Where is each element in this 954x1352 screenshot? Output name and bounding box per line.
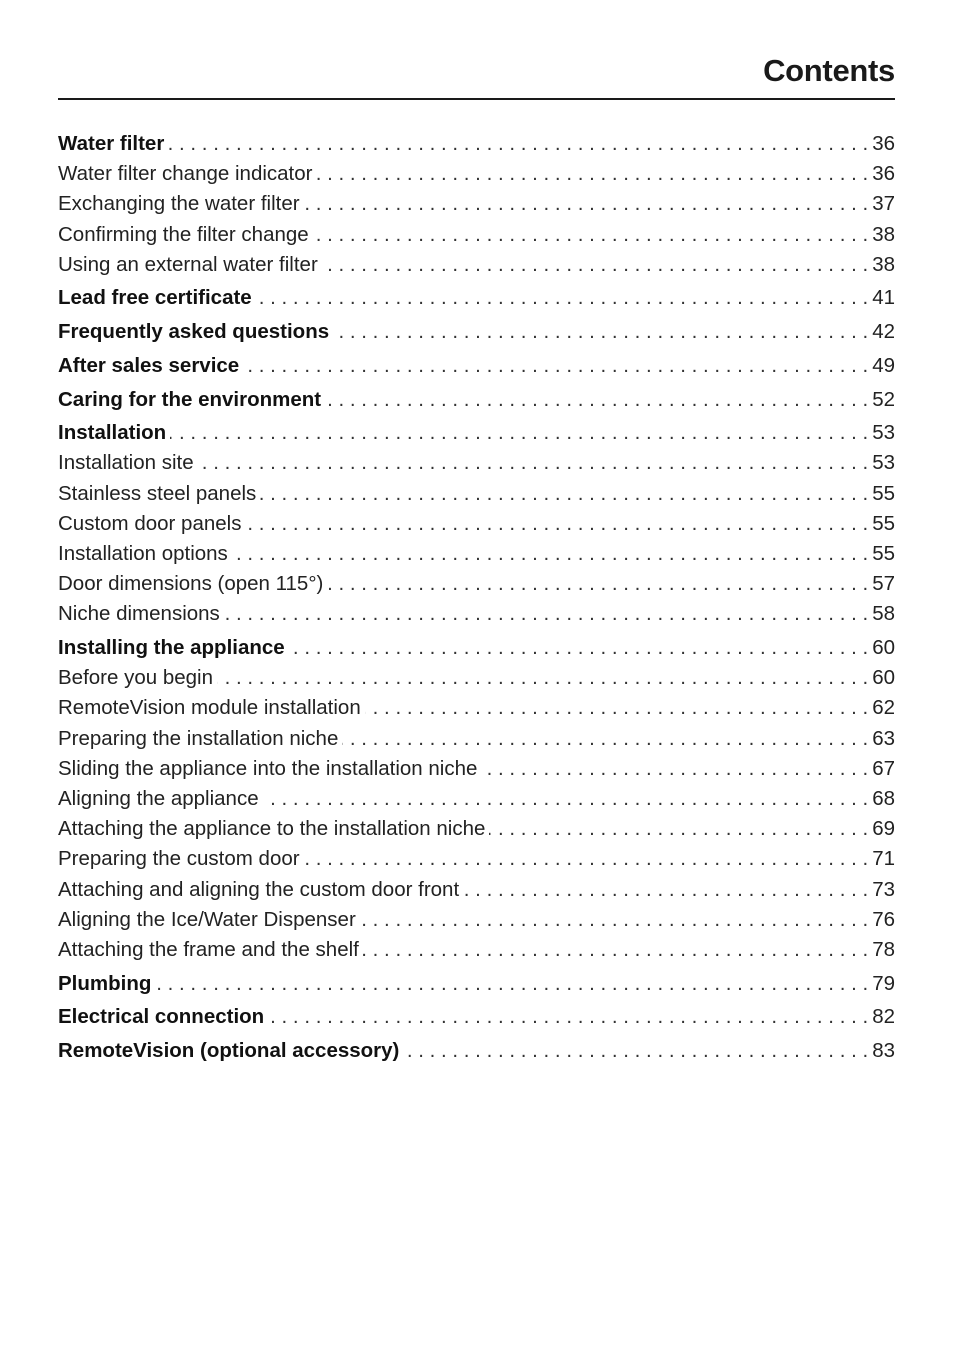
toc-entry[interactable] — [58, 189, 895, 219]
toc-page-number: 68 — [872, 786, 895, 810]
toc-entry-label: Aligning the Ice/Water Dispenser — [58, 907, 356, 931]
toc-page-number: 41 — [872, 286, 895, 310]
toc-dot-leader — [245, 509, 868, 539]
toc-dot-leader — [198, 448, 869, 478]
toc-dot-leader — [268, 1002, 868, 1032]
toc-dot-leader — [403, 1036, 868, 1066]
toc-page-number: 82 — [872, 1005, 895, 1029]
toc-dot-leader — [365, 693, 868, 723]
toc-entry[interactable] — [58, 905, 895, 935]
toc-entry[interactable] — [58, 724, 895, 754]
toc-page-number: 53 — [872, 451, 895, 475]
toc-entry-label: Sliding the appliance into the installation niche — [58, 756, 478, 780]
toc-entry[interactable] — [58, 351, 895, 381]
toc-dot-leader — [304, 189, 869, 219]
toc-entry[interactable] — [58, 317, 895, 347]
toc-entry-label: Frequently asked questions — [58, 320, 330, 344]
toc-page-number: 60 — [872, 636, 895, 659]
page-title: Contents — [763, 53, 895, 88]
toc-page-number: 67 — [872, 756, 895, 780]
toc-entry[interactable] — [58, 784, 895, 814]
toc-page-number: 55 — [872, 481, 895, 505]
toc-entry-label: Water filter change indicator — [58, 162, 313, 186]
toc-page-number: 36 — [872, 162, 895, 186]
toc-entry-label: Electrical connection — [58, 1005, 265, 1029]
toc-entry-label: Before you begin — [58, 666, 214, 690]
toc-entry-label: Installation options — [58, 541, 228, 565]
toc-entry[interactable] — [58, 844, 895, 874]
toc-entry-label: Lead free certificate — [58, 286, 252, 310]
toc-entry-label: Attaching and aligning the custom door front — [58, 877, 460, 901]
toc-entry[interactable] — [58, 418, 895, 448]
toc-dot-leader — [463, 875, 868, 905]
toc-dot-leader — [217, 663, 868, 693]
toc-dot-leader — [243, 351, 868, 381]
toc-entry-label: Custom door panels — [58, 511, 242, 535]
toc-page-number: 36 — [872, 132, 895, 155]
toc-page-number: 60 — [872, 666, 895, 690]
toc-dot-leader — [489, 814, 868, 844]
toc-entry[interactable] — [58, 220, 895, 250]
toc-dot-leader — [304, 844, 869, 874]
toc-dot-leader — [333, 317, 868, 347]
toc-entry-label: RemoteVision module installation — [58, 696, 361, 720]
toc-dot-leader — [325, 385, 868, 415]
toc-page-number: 49 — [872, 353, 895, 377]
toc-page-number: 63 — [872, 726, 895, 750]
toc-entry[interactable] — [58, 814, 895, 844]
toc-dot-leader — [155, 969, 868, 999]
toc-dot-leader — [342, 724, 868, 754]
toc-page-number: 76 — [872, 907, 895, 931]
toc-entry[interactable] — [58, 754, 895, 784]
toc-entry[interactable] — [58, 539, 895, 569]
toc-entry[interactable] — [58, 448, 895, 478]
toc-entry-label: After sales service — [58, 353, 240, 377]
toc-entry-label: Stainless steel panels — [58, 481, 257, 505]
toc-entry[interactable] — [58, 599, 895, 629]
toc-entry-label: Plumbing — [58, 971, 152, 995]
toc-dot-leader — [260, 479, 868, 509]
toc-page-number: 52 — [872, 387, 895, 411]
toc-page-number: 71 — [872, 847, 895, 871]
toc-entry-label: Caring for the environment — [58, 387, 322, 411]
toc-entry-label: Preparing the custom door — [58, 847, 300, 871]
toc-page-number: 42 — [872, 320, 895, 344]
toc-page-number: 55 — [872, 511, 895, 535]
toc-entry-label: Aligning the appliance — [58, 786, 259, 810]
toc-page-number: 37 — [872, 192, 895, 216]
toc-entry-label: Installation site — [58, 451, 194, 475]
toc-dot-leader — [322, 250, 868, 280]
toc-entry-label: Niche dimensions — [58, 602, 220, 626]
toc-entry-label: Installation — [58, 421, 167, 445]
toc-entry-label: Attaching the appliance to the installation niche — [58, 817, 486, 841]
toc-page-number: 62 — [872, 696, 895, 720]
toc-entry[interactable] — [58, 509, 895, 539]
toc-page-number: 53 — [872, 421, 895, 445]
toc-dot-leader — [224, 599, 868, 629]
toc-entry-label: Water filter — [58, 132, 165, 155]
toc-entry-label: Using an external water filter — [58, 252, 318, 276]
toc-entry-label: Attaching the frame and the shelf — [58, 937, 359, 961]
toc-entry-label: Confirming the filter change — [58, 222, 309, 246]
toc-page-number: 58 — [872, 602, 895, 626]
toc-dot-leader — [263, 784, 869, 814]
title-rule — [58, 98, 895, 100]
toc-entry[interactable] — [58, 663, 895, 693]
toc-page-number: 57 — [872, 572, 895, 596]
toc-entry[interactable] — [58, 283, 895, 313]
toc-dot-leader — [363, 935, 868, 965]
toc-dot-leader — [313, 220, 869, 250]
toc-page-number: 38 — [872, 222, 895, 246]
toc-page-number: 83 — [872, 1038, 895, 1062]
toc-entry[interactable] — [58, 1002, 895, 1032]
toc-entry[interactable] — [58, 479, 895, 509]
toc-entry-label: RemoteVision (optional accessory) — [58, 1038, 400, 1062]
toc-dot-leader — [327, 569, 868, 599]
toc-entry[interactable] — [58, 935, 895, 965]
toc-page-number: 55 — [872, 541, 895, 565]
toc-dot-leader — [168, 129, 868, 159]
table-of-contents — [58, 129, 895, 1066]
toc-entry-label: Door dimensions (open 115°) — [58, 572, 324, 596]
toc-page-number: 69 — [872, 817, 895, 841]
toc-entry[interactable] — [58, 969, 895, 999]
toc-entry[interactable] — [58, 250, 895, 280]
toc-dot-leader — [256, 283, 868, 313]
toc-page-number: 78 — [872, 937, 895, 961]
toc-dot-leader — [170, 418, 868, 448]
toc-dot-leader — [360, 905, 868, 935]
toc-entry-label: Exchanging the water filter — [58, 192, 300, 216]
toc-page-number: 73 — [872, 877, 895, 901]
toc-dot-leader — [481, 754, 868, 784]
toc-entry[interactable] — [58, 569, 895, 599]
toc-entry[interactable] — [58, 693, 895, 723]
toc-entry[interactable] — [58, 159, 895, 189]
toc-dot-leader — [316, 159, 868, 189]
toc-entry[interactable] — [58, 385, 895, 415]
toc-entry-label: Preparing the installation niche — [58, 726, 339, 750]
toc-entry[interactable] — [58, 633, 895, 663]
toc-page-number: 38 — [872, 252, 895, 276]
toc-page-number: 79 — [872, 971, 895, 995]
toc-entry[interactable] — [58, 129, 895, 159]
toc-entry[interactable] — [58, 1036, 895, 1066]
toc-entry-label: Installing the appliance — [58, 636, 285, 659]
toc-dot-leader — [232, 539, 868, 569]
toc-dot-leader — [289, 633, 869, 663]
toc-entry[interactable] — [58, 875, 895, 905]
